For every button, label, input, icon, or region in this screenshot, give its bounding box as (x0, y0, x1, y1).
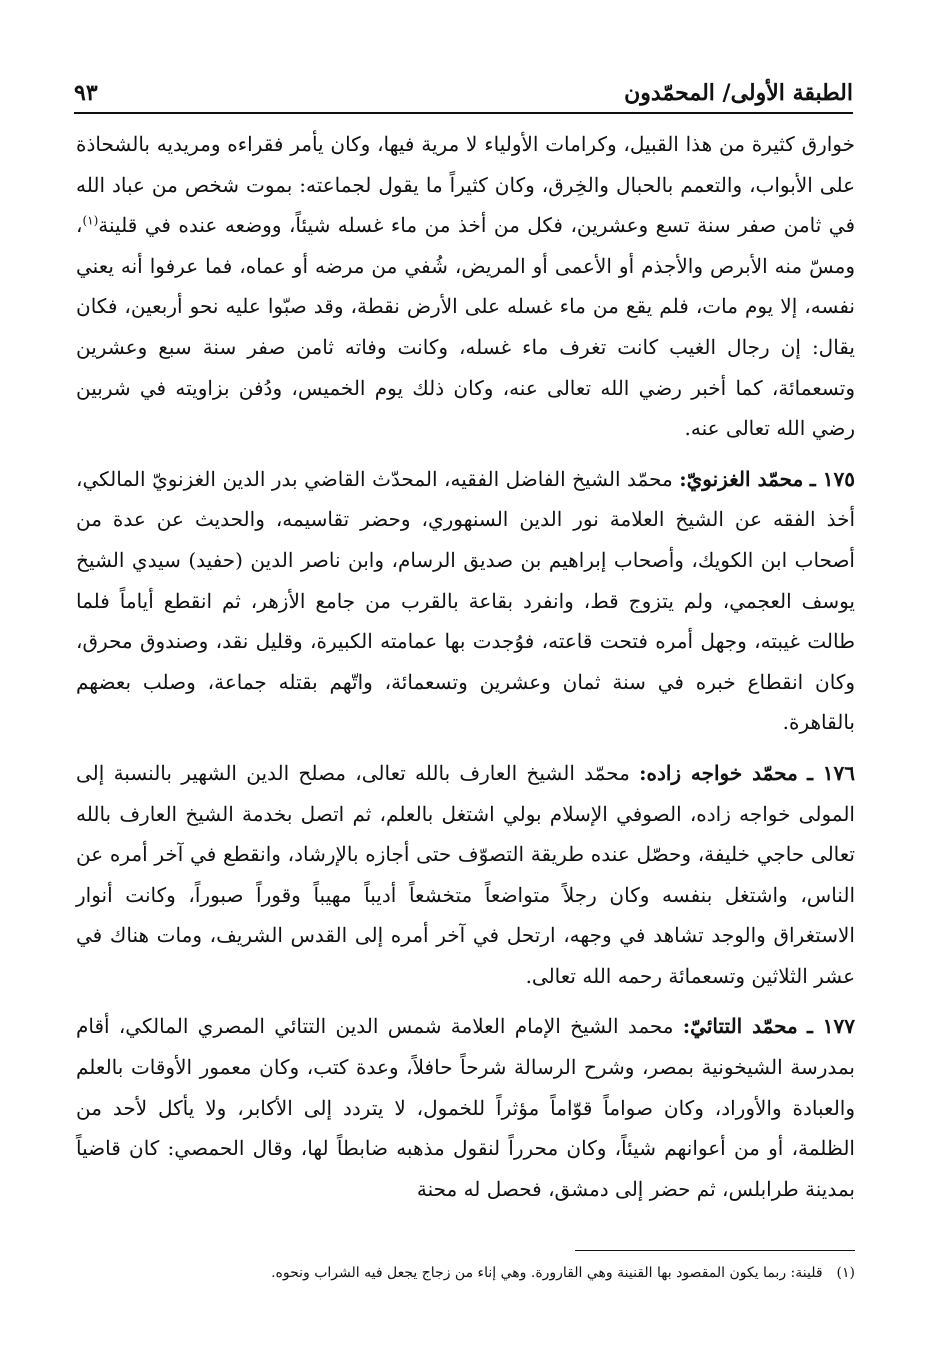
page-number: ٩٣ (74, 80, 98, 106)
running-title: الطبقة الأولى/ المحمّدون (624, 80, 853, 106)
entry-name: محمّد التتائيّ: (682, 1014, 798, 1039)
main-text (76, 124, 855, 1209)
entry-number: ١٧٧ ـ (807, 1014, 855, 1039)
entry-name: محمّد خواجه زاده: (639, 760, 798, 785)
paragraph-continuation (76, 124, 855, 449)
entry-number: ١٧٦ ـ (807, 760, 856, 785)
paragraph-text: خوارق كثيرة من هذا القبيل، وكرامات الأولياء لا مرية فيها، وكان يأمر فقراءه ومريديه بالشحاذة على الأبواب، والتعمم بالحبال والخِرق، وكان كثيراً ما يقول لجماعته: بموت شخص من عباد الله في ثامن صفر سنة تسع وعشرين، فكل من أخذ من ماء غسله شيئاً، ووضعه عنده في قلينة (76, 132, 855, 238)
running-header (74, 66, 853, 114)
biography-entry (76, 753, 855, 997)
entry-text: محمد الشيخ الإمام العلامة شمس الدين التتائي المصري المالكي، أقام بمدرسة الشيخونية بمصر، وشرح الرسالة شرحاً حافلاً، وعدة كتب، وكان معمور الأوقات بالعلم والعبادة والأوراد، وكان صواماً قوّاماً مؤثراً للخمول، لا يتردد إلى الأكابر، ولا يأكل لأحد من الظلمة، أو من أعوانهم شيئاً، وكان محرراً لنقول مذهبه ضابطاً لها، وقال الحمصي: كان قاضياً بمدينة طرابلس، ثم حضر إلى دمشق، فحصل له محنة (76, 1014, 855, 1201)
biography-entry (76, 1006, 855, 1209)
biography-entry (76, 459, 855, 743)
footnote (80, 1262, 855, 1284)
footnote-text: قلينة: ربما يكون المقصود بها القنينة وهي القارورة. وهي إناء من زجاج يجعل فيه الشراب ونحوه. (271, 1265, 823, 1281)
paragraph-text-continued: ، ومسّ منه الأبرص والأجذم أو الأعمى أو المريض، شُفي من مرضه أو عماه، فما عرفوا أنه يعني نفسه، إلا يوم مات، فلم يقع من ماء غسله على الأرض نقطة، وقد صبّوا عليه نحو أربعين، فكان يقال: إن رجال الغيب كانت تغرف ماء غسله، وكانت وفاته ثامن صفر سنة سبع وعشرين وتسعمائة، كما أخبر رضي الله تعالى عنه، وكان ذلك يوم الخميس، ودُفن بزاويته في شربين رضي الله تعالى عنه. (76, 213, 855, 441)
entry-text: محمّد الشيخ الفاضل الفقيه، المحدّث القاضي بدر الدين الغزنويّ المالكي، أخذ الفقه عن الشيخ العلامة نور الدين السنهوري، وحضر تقاسيمه، والحديث عن عدة من أصحاب ابن الكويك، وأصحاب إبراهيم بن صديق الرسام، وابن ناصر الدين (حفيد) سيدي الشيخ يوسف العجمي، ولم يتزوج قط، وانفرد بقاعة بالقرب من جامع الأزهر، ثم انقطع أياماً فلما طالت غيبته، وجهل أمره فتحت قاعته، فوُجدت بها عمامته الكبيرة، وقليل نقد، وصندوق محرق، وكان انقطاع خبره في سنة ثمان وعشرين وتسعمائة، واتّهم بقتله جماعة، وصلب بعضهم بالقاهرة. (76, 466, 855, 735)
entry-name: محمّد الغزنويّ: (679, 466, 804, 491)
footnote-separator (575, 1250, 855, 1251)
footnote-marker: (١) (836, 1265, 855, 1281)
footnote-reference: (١) (82, 213, 99, 228)
entry-number: ١٧٥ ـ (809, 466, 856, 491)
entry-text: محمّد الشيخ العارف بالله تعالى، مصلح الدين الشهير بالنسبة إلى المولى خواجه زاده، الصوفي الإسلام بولي اشتغل بالعلم، ثم اتصل بخدمة الشيخ العارف بالله تعالى حاجي خليفة، وحصّل عنده طريقة التصوّف حتى أجازه بالإرشاد، وانقطع في آخر أمره عن الناس، واشتغل بنفسه وكان رجلاً متواضعاً متخشعاً أديباً مهيباً وقوراً صبوراً، وكانت أنوار الاستغراق والوجد تشاهد في وجهه، ارتحل في آخر أمره إلى القدس الشريف، ومات هناك في عشر الثلاثين وتسعمائة رحمه الله تعالى. (76, 760, 855, 988)
